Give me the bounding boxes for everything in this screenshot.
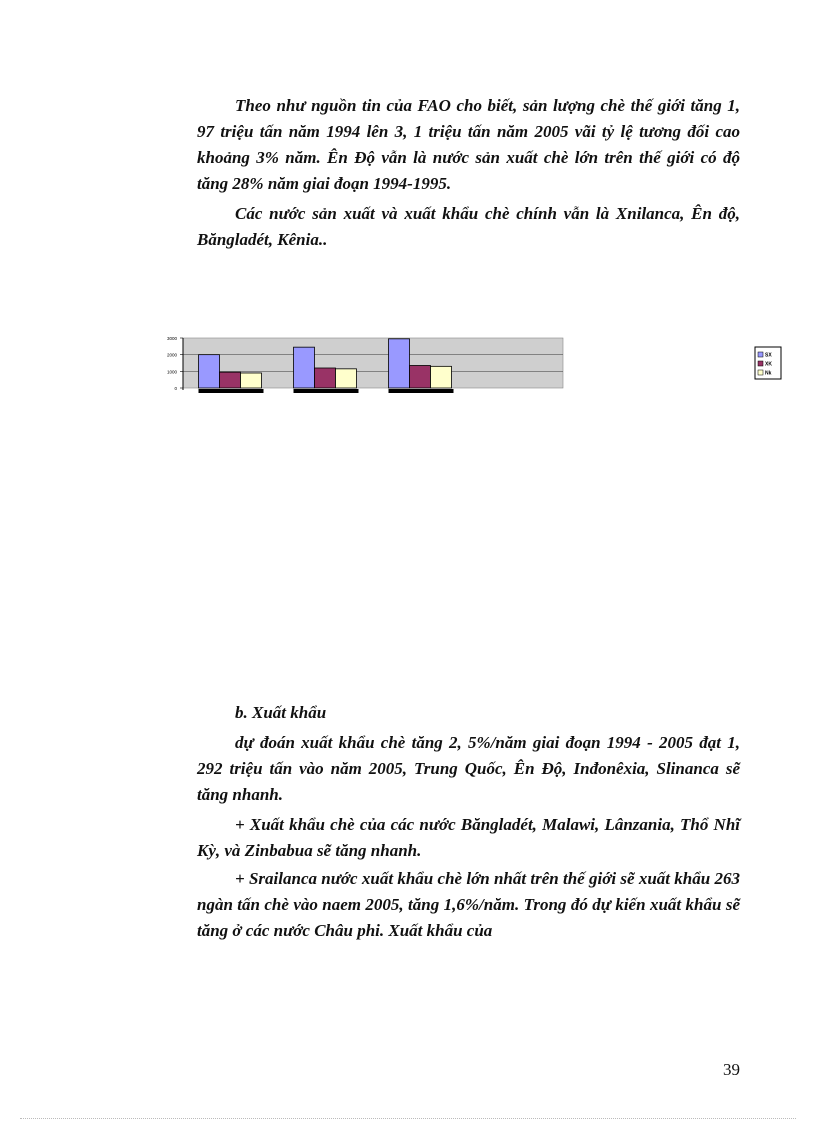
bar-XK-3 xyxy=(410,366,431,389)
category-floor-1 xyxy=(199,389,264,393)
category-floor-2 xyxy=(294,389,359,393)
paragraph-export-forecast: dự đoán xuất khẩu chè tăng 2, 5%/năm giai đoạn 1994 - 2005 đạt 1, 292 triệu tấn vào năm 2005, Trung Quốc, Ên Độ, Inđonêxia, Slinanca sẽ tăng nhanh. xyxy=(197,733,740,804)
legend-swatch-SX xyxy=(758,352,763,357)
paragraph-tea-production: Theo như nguồn tin của FAO cho biết, sản lượng chè thế giới tăng 1, 97 triệu tấn năm 1994 lên 3, 1 triệu tấn năm 2005 vãi tỷ lệ tương đối cao khoảng 3% năm. Ên Độ vẫn là nước sản xuất chè lớn trên thế giới có độ tăng 28% năm giai đoạn 1994-1995. xyxy=(197,96,740,193)
bar-Nk-1 xyxy=(241,373,262,388)
paragraph-producing-countries: Các nước sản xuất và xuất khẩu chè chính vẫn là Xnilanca, Ên độ, Băngladét, Kênia.. xyxy=(197,204,740,249)
bar-SX-1 xyxy=(199,355,220,388)
y-tick-label: 1000 xyxy=(166,369,177,375)
bar-SX-3 xyxy=(389,339,410,388)
legend-label-SX: SX xyxy=(765,352,772,359)
bar-Nk-2 xyxy=(336,369,357,388)
paragraph-export-countries: + Xuất khẩu chè của các nước Băngladét, Malawi, Lânzania, Thổ Nhĩ Kỳ, và Zinbabua sẽ tăng nhanh. xyxy=(197,815,740,860)
footer-divider xyxy=(20,1118,796,1119)
bar-XK-2 xyxy=(315,368,336,388)
paragraph-srilanka-export: + Srailanca nước xuất khẩu chè lớn nhất trên thế giới sẽ xuất khẩu 263 ngàn tấn chè vào naem 2005, tăng 1,6%/năm. Trong đó dự kiến xuất khẩu sẽ tăng ở các nước Châu phi. Xuất khẩu của xyxy=(197,869,740,940)
category-floor-3 xyxy=(389,389,454,393)
legend-swatch-XK xyxy=(758,361,763,366)
legend-label-XK: XK xyxy=(765,361,772,368)
bar-XK-1 xyxy=(220,372,241,388)
legend-swatch-Nk xyxy=(758,370,763,375)
y-tick-label: 2000 xyxy=(166,352,177,358)
bar-chart xyxy=(150,330,790,410)
legend-label-Nk: Nk xyxy=(765,370,772,377)
y-tick-label: 0 xyxy=(174,386,177,391)
bar-SX-2 xyxy=(294,347,315,388)
section-heading-export: b. Xuất khẩu xyxy=(235,703,327,722)
bar-Nk-3 xyxy=(431,366,452,388)
y-tick-label: 3000 xyxy=(166,336,177,341)
page-number: 39 xyxy=(723,1060,740,1079)
